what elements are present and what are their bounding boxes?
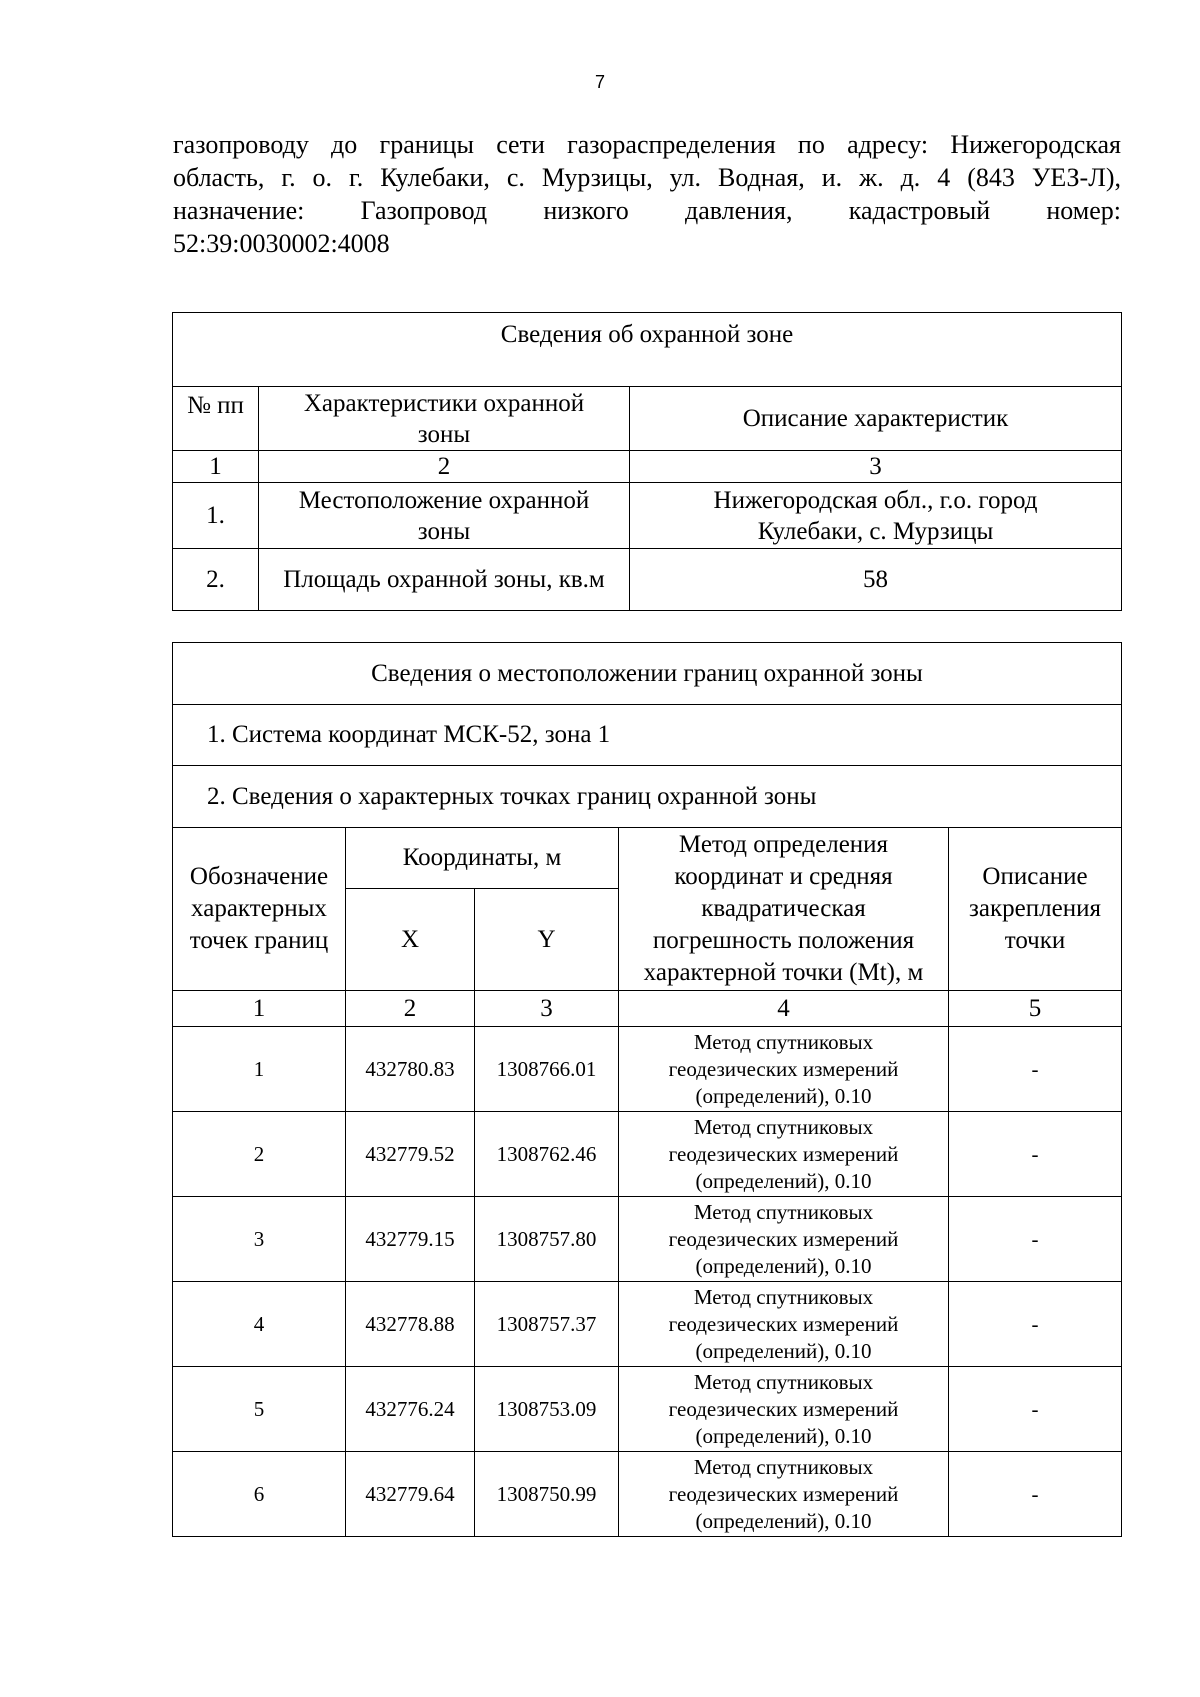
cell-text: геодезических измерений bbox=[668, 1226, 899, 1251]
point-id: 5 bbox=[173, 1367, 346, 1452]
coord-x: 432779.52 bbox=[346, 1112, 475, 1197]
coord-y: 1308753.09 bbox=[475, 1367, 619, 1452]
column-number: 5 bbox=[949, 991, 1122, 1027]
cell-text: (определений), 0.10 bbox=[695, 1083, 872, 1108]
header-text: погрешность положения bbox=[652, 927, 915, 954]
zone-table-title: Сведения об охранной зоне bbox=[173, 313, 1122, 387]
table-row bbox=[173, 1282, 1122, 1367]
point-id: 2 bbox=[173, 1112, 346, 1197]
method-cell bbox=[619, 1197, 949, 1282]
fixing-description: - bbox=[949, 1367, 1122, 1452]
coord-y: 1308762.46 bbox=[475, 1112, 619, 1197]
row-characteristic: Площадь охранной зоны, кв.м bbox=[259, 549, 630, 611]
header-text: точек границ bbox=[189, 927, 329, 954]
header-text: квадратическая bbox=[701, 895, 866, 922]
cell-text: Метод спутниковых bbox=[693, 1029, 874, 1054]
cell-text: Метод спутниковых bbox=[693, 1369, 874, 1394]
row-characteristic bbox=[259, 483, 630, 549]
method-cell bbox=[619, 1027, 949, 1112]
header-num: № пп bbox=[173, 387, 259, 451]
point-id: 4 bbox=[173, 1282, 346, 1367]
table-row bbox=[173, 483, 1122, 549]
table-row bbox=[173, 1367, 1122, 1452]
table-row bbox=[173, 1027, 1122, 1112]
header-text: Обозначение bbox=[189, 863, 329, 890]
fixing-description: - bbox=[949, 1027, 1122, 1112]
cell-text: геодезических измерений bbox=[668, 1056, 899, 1081]
column-number: 1 bbox=[173, 451, 259, 483]
header-text: координат и средняя bbox=[674, 863, 893, 890]
points-section-title: 2. Сведения о характерных точках границ охранной зоны bbox=[173, 766, 1122, 828]
header-y: Y bbox=[475, 889, 619, 991]
boundary-points-table bbox=[172, 642, 1122, 1537]
cell-text: Метод спутниковых bbox=[693, 1284, 874, 1309]
coord-x: 432779.15 bbox=[346, 1197, 475, 1282]
table-row bbox=[173, 1197, 1122, 1282]
cell-text: геодезических измерений bbox=[668, 1481, 899, 1506]
intro-line: газопроводу до границы сети газораспределения по адресу: Нижегородская bbox=[173, 130, 1121, 159]
coord-x: 432780.83 bbox=[346, 1027, 475, 1112]
intro-line: область, г. о. г. Кулебаки, с. Мурзицы, ул. Водная, и. ж. д. 4 (843 УЕЗ-Л), bbox=[173, 163, 1121, 192]
cell-text: Кулебаки, с. Мурзицы bbox=[757, 517, 994, 545]
column-number: 3 bbox=[630, 451, 1122, 483]
header-fixing bbox=[949, 828, 1122, 991]
cadastral-number: 52:39:0030002:4008 bbox=[173, 229, 390, 258]
cell-text: геодезических измерений bbox=[668, 1396, 899, 1421]
cell-text: Метод спутниковых bbox=[693, 1199, 874, 1224]
coordinate-system: 1. Система координат МСК-52, зона 1 bbox=[173, 705, 1122, 766]
fixing-description: - bbox=[949, 1197, 1122, 1282]
header-text: Описание bbox=[982, 863, 1088, 890]
header-text: характерных bbox=[191, 895, 327, 922]
header-text: точки bbox=[1004, 927, 1066, 954]
header-characteristic bbox=[259, 387, 630, 451]
column-number: 3 bbox=[475, 991, 619, 1027]
cell-text: Метод спутниковых bbox=[693, 1454, 874, 1479]
header-designation bbox=[173, 828, 346, 991]
method-cell bbox=[619, 1282, 949, 1367]
column-number: 2 bbox=[346, 991, 475, 1027]
cell-text: геодезических измерений bbox=[668, 1141, 899, 1166]
column-number: 2 bbox=[259, 451, 630, 483]
bounds-table-title: Сведения о местоположении границ охранной зоны bbox=[173, 643, 1122, 705]
fixing-description: - bbox=[949, 1282, 1122, 1367]
cell-text: Местоположение охранной bbox=[298, 486, 590, 514]
intro-line: назначение: Газопровод низкого давления, кадастровый номер: bbox=[173, 196, 1121, 225]
cell-text: зоны bbox=[417, 517, 471, 545]
cell-text: Нижегородская обл., г.о. город bbox=[713, 486, 1038, 514]
table-row bbox=[173, 1112, 1122, 1197]
fixing-description: - bbox=[949, 1452, 1122, 1537]
coord-x: 432776.24 bbox=[346, 1367, 475, 1452]
point-id: 3 bbox=[173, 1197, 346, 1282]
point-id: 1 bbox=[173, 1027, 346, 1112]
cell-text: Метод спутниковых bbox=[693, 1114, 874, 1139]
row-description: 58 bbox=[630, 549, 1122, 611]
header-coordinates: Координаты, м bbox=[346, 828, 619, 889]
cell-text: (определений), 0.10 bbox=[695, 1253, 872, 1278]
header-text: закрепления bbox=[969, 895, 1101, 922]
coord-y: 1308757.80 bbox=[475, 1197, 619, 1282]
cell-text: (определений), 0.10 bbox=[695, 1508, 872, 1533]
method-cell bbox=[619, 1112, 949, 1197]
table-row bbox=[173, 1452, 1122, 1537]
cell-text: геодезических измерений bbox=[668, 1311, 899, 1336]
column-number: 4 bbox=[619, 991, 949, 1027]
row-description bbox=[630, 483, 1122, 549]
column-number: 1 bbox=[173, 991, 346, 1027]
cell-text: (определений), 0.10 bbox=[695, 1338, 872, 1363]
header-text: Метод определения bbox=[678, 831, 889, 858]
method-cell bbox=[619, 1452, 949, 1537]
coord-x: 432779.64 bbox=[346, 1452, 475, 1537]
row-number: 1. bbox=[173, 483, 259, 549]
cell-text: (определений), 0.10 bbox=[695, 1168, 872, 1193]
header-text: зоны bbox=[417, 420, 471, 448]
point-id: 6 bbox=[173, 1452, 346, 1537]
intro-paragraph bbox=[173, 128, 1121, 260]
fixing-description: - bbox=[949, 1112, 1122, 1197]
row-number: 2. bbox=[173, 549, 259, 611]
method-cell bbox=[619, 1367, 949, 1452]
coord-y: 1308766.01 bbox=[475, 1027, 619, 1112]
coord-y: 1308757.37 bbox=[475, 1282, 619, 1367]
table-row bbox=[173, 549, 1122, 611]
page-number: 7 bbox=[594, 72, 605, 92]
cell-text: (определений), 0.10 bbox=[695, 1423, 872, 1448]
header-description: Описание характеристик bbox=[630, 387, 1122, 451]
coord-x: 432778.88 bbox=[346, 1282, 475, 1367]
coord-y: 1308750.99 bbox=[475, 1452, 619, 1537]
header-x: X bbox=[346, 889, 475, 991]
header-text: Характеристики охранной bbox=[303, 389, 585, 417]
header-text: характерной точки (Mt), м bbox=[643, 959, 924, 986]
protection-zone-table bbox=[172, 312, 1122, 611]
header-method bbox=[619, 828, 949, 991]
